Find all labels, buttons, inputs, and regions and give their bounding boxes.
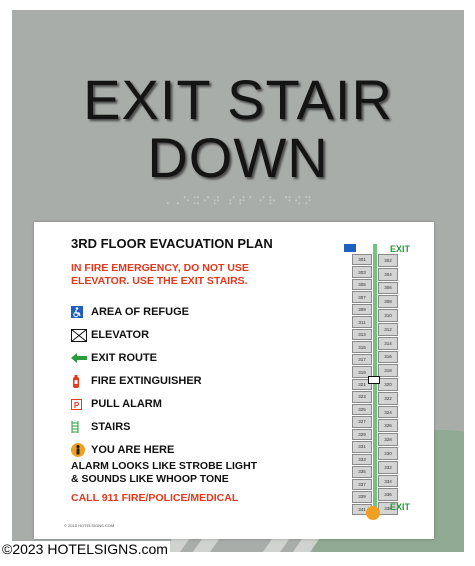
emergency-call-text: CALL 911 FIRE/POLICE/MEDICAL [71,492,239,504]
room-box: 336 [378,488,398,501]
room-box: 305 [352,279,372,290]
room-box: 332 [378,461,398,474]
room-box: 319 [352,366,372,377]
room-box: 324 [378,406,398,419]
room-box: 312 [378,323,398,336]
room-box: 317 [352,354,372,365]
pull-alarm-icon [71,399,89,410]
room-box: 303 [352,266,372,277]
legend-label: STAIRS [91,421,131,433]
legend-item-stairs [71,417,291,437]
fire-extinguisher-icon [71,375,89,388]
braille-text: ⠠⠠⠑⠭⠊⠞ ⠎⠞⠁⠊⠗ ⠙⠪⠝ [162,195,314,208]
room-box: 333 [352,454,372,465]
warning-line1: IN FIRE EMERGENCY, DO NOT USE [71,262,249,274]
room-box: 301 [352,254,372,265]
room-box: 329 [352,429,372,440]
legend-label: AREA OF REFUGE [91,306,189,318]
warning-line2: ELEVATOR. USE THE EXIT STAIRS. [71,275,248,287]
room-box: 325 [352,404,372,415]
legend-label: ELEVATOR [91,329,150,341]
room-box: 308 [378,295,398,308]
exit-label-bottom: EXIT [390,502,411,512]
room-box: 314 [378,337,398,350]
elevator-icon [71,329,89,342]
room-box: 330 [378,447,398,460]
room-box: 327 [352,416,372,427]
room-box: 310 [378,309,398,322]
room-box: 320 [378,378,398,391]
wheelchair-icon [71,306,89,318]
room-box: 339 [352,491,372,502]
legend-label: YOU ARE HERE [91,444,175,456]
room-box: 307 [352,291,372,302]
legend-label: EXIT ROUTE [91,352,158,364]
legend-label: PULL ALARM [91,398,162,410]
fine-print: © 2015 HOTELSIGNS.COM [64,523,115,528]
room-box: 328 [378,433,398,446]
you-are-here-icon [71,443,89,457]
room-box: 335 [352,466,372,477]
wheelchair-icon [344,244,356,252]
room-box: 304 [378,268,398,281]
room-box: 341 [352,504,372,515]
room-box: 302 [378,254,398,267]
room-box: 311 [352,316,372,327]
room-box: 331 [352,441,372,452]
evacuation-plan-panel [34,222,434,539]
room-box: 315 [352,341,372,352]
sign-title-line1: EXIT STAIR [83,68,393,131]
room-box: 313 [352,329,372,340]
room-box: 334 [378,475,398,488]
elevator-icon [368,376,380,384]
room-box: 323 [352,391,372,402]
room-box: 321 [352,379,372,390]
legend-item-area-of-refuge [71,302,291,322]
legend-item-fire-extinguisher [71,371,291,391]
legend-label: FIRE EXTINGUISHER [91,375,202,387]
plan-title: 3RD FLOOR EVACUATION PLAN [71,236,273,251]
room-box: 337 [352,479,372,490]
room-box: 309 [352,304,372,315]
legend-item-exit-route [71,348,291,368]
room-box: 338 [378,502,398,515]
green-arrow-icon [71,353,89,363]
sign-title-line2: DOWN [147,126,329,189]
stairs-icon [71,421,89,433]
svg-text:P: P [73,400,80,410]
legend-item-you-are-here [71,440,291,460]
alarm-line2: & SOUNDS LIKE WHOOP TONE [71,473,229,485]
copyright-text: ©2023 HOTELSIGNS.com [2,541,168,557]
room-box: 316 [378,351,398,364]
exit-label-top: EXIT [390,244,411,254]
alarm-description [71,460,257,486]
room-box: 322 [378,392,398,405]
room-box: 326 [378,419,398,432]
you-are-here-marker [366,506,380,520]
room-box: 306 [378,282,398,295]
alarm-line1: ALARM LOOKS LIKE STROBE LIGHT [71,460,258,472]
legend-item-pull-alarm [71,394,291,414]
room-box: 318 [378,364,398,377]
exit-stair-sign [12,10,464,552]
warning-text [71,262,249,288]
legend-item-elevator [71,325,291,345]
